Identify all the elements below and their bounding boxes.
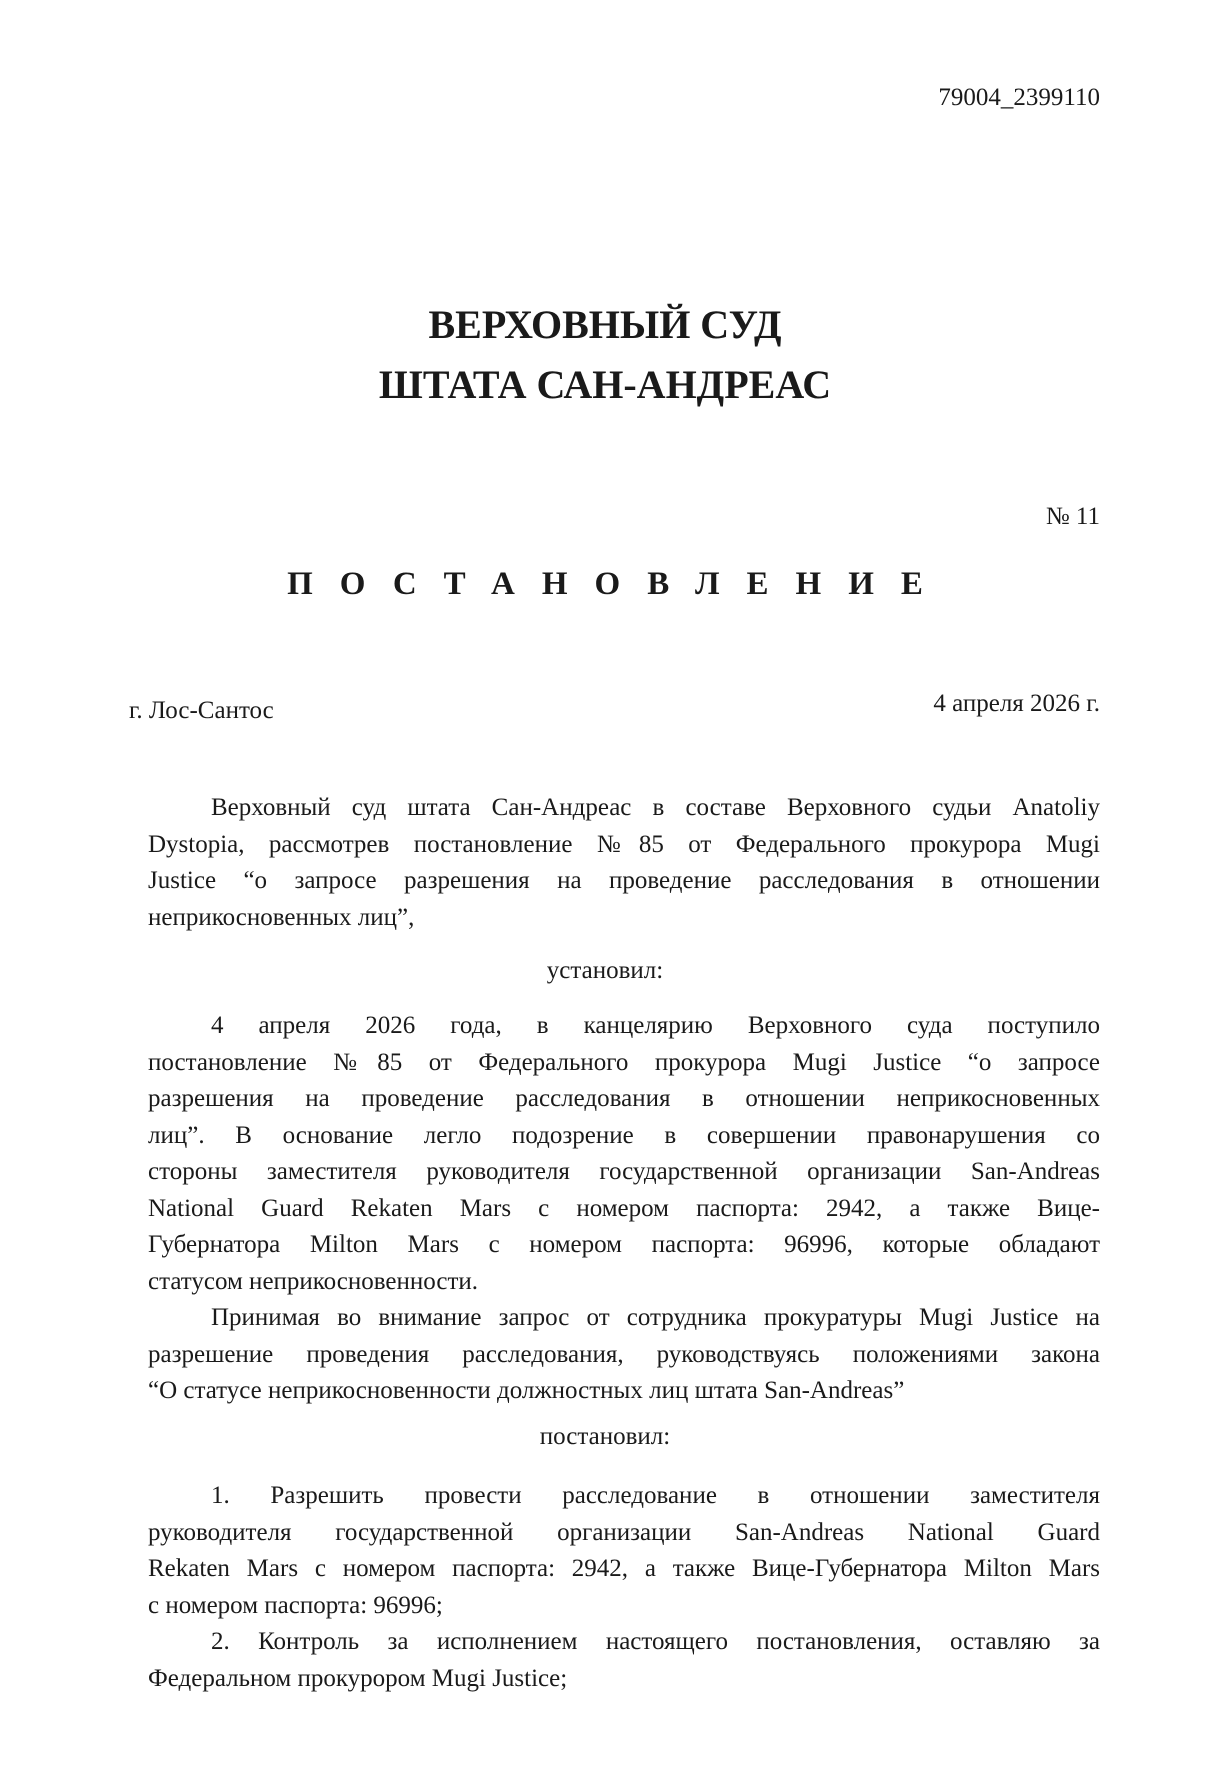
text-line: постановление №85 от Федерального прокурора Mugi Justice “о запросе: [148, 1048, 1100, 1076]
text-line: 2. Контроль за исполнением настоящего постановления, оставляю за: [211, 1628, 1100, 1655]
text-line: Принимая во внимание запрос от сотрудника прокуратуры Mugi Justice на: [211, 1304, 1100, 1331]
document-number: № 11: [1045, 503, 1100, 530]
court-header-line-1: ВЕРХОВНЫЙ СУД: [428, 302, 782, 347]
established-label: установил:: [546, 957, 664, 984]
established-paragraph: [148, 1008, 1100, 1300]
text-line: 1. Разрешить провести расследование в отношении заместителя: [211, 1482, 1100, 1509]
text-line: National Guard Rekaten Mars с номером паспорта: 2942, а также Вице-: [148, 1194, 1100, 1222]
text-line: разрешения на проведение расследования в отношении неприкосновенных: [148, 1085, 1100, 1112]
text-line: Губернатора Milton Mars с номером паспорта: 96996, которые обладают: [148, 1231, 1100, 1258]
text-line: Федеральном прокурором Mugi Justice;: [148, 1664, 568, 1692]
considering-paragraph: [148, 1300, 1100, 1410]
text-line: с номером паспорта: 96996;: [148, 1591, 443, 1619]
text-line: Rekaten Mars с номером паспорта: 2942, а также Вице-Губернатора Milton Mars: [148, 1555, 1100, 1582]
resolution-item-1: [148, 1478, 1100, 1624]
court-header: [0, 295, 1210, 415]
text-line: Dystopia, рассмотрев постановление №85 от Федерального прокурора Mugi: [148, 830, 1100, 858]
resolution-item-2: [148, 1624, 1100, 1697]
text-line: “О статусе неприкосновенности должностных лиц штата San-Andreas”: [148, 1377, 905, 1404]
text-line: Верховный суд штата Сан-Андреас в составе Верховного судьи Anatoliy: [211, 794, 1100, 821]
document-id: 79004_2399110: [938, 84, 1100, 111]
date: 4 апреля 2026 г.: [933, 690, 1100, 717]
text-line: неприкосновенных лиц”,: [148, 903, 415, 931]
document-type-heading: ПОСТАНОВЛЕНИЕ: [287, 566, 950, 602]
text-line: статусом неприкосновенности.: [148, 1267, 479, 1295]
text-line: 4 апреля 2026 года, в канцелярию Верховного суда поступило: [211, 1012, 1100, 1039]
text-line: стороны заместителя руководителя государственной организации San-Andreas: [148, 1158, 1100, 1185]
text-line: лиц”. В основание легло подозрение в совершении правонарушения со: [148, 1121, 1100, 1149]
text-line: разрешение проведения расследования, руководствуясь положениями закона: [148, 1340, 1100, 1368]
city: г. Лос-Сантос: [129, 697, 274, 724]
text-line: Justice “о запросе разрешения на проведение расследования в отношении: [148, 867, 1100, 894]
text-line: руководителя государственной организации San-Andreas National Guard: [148, 1518, 1100, 1546]
resolved-label: постановил:: [539, 1423, 671, 1450]
intro-paragraph: [148, 790, 1100, 936]
court-header-line-2: ШТАТА САН-АНДРЕАС: [378, 362, 832, 407]
